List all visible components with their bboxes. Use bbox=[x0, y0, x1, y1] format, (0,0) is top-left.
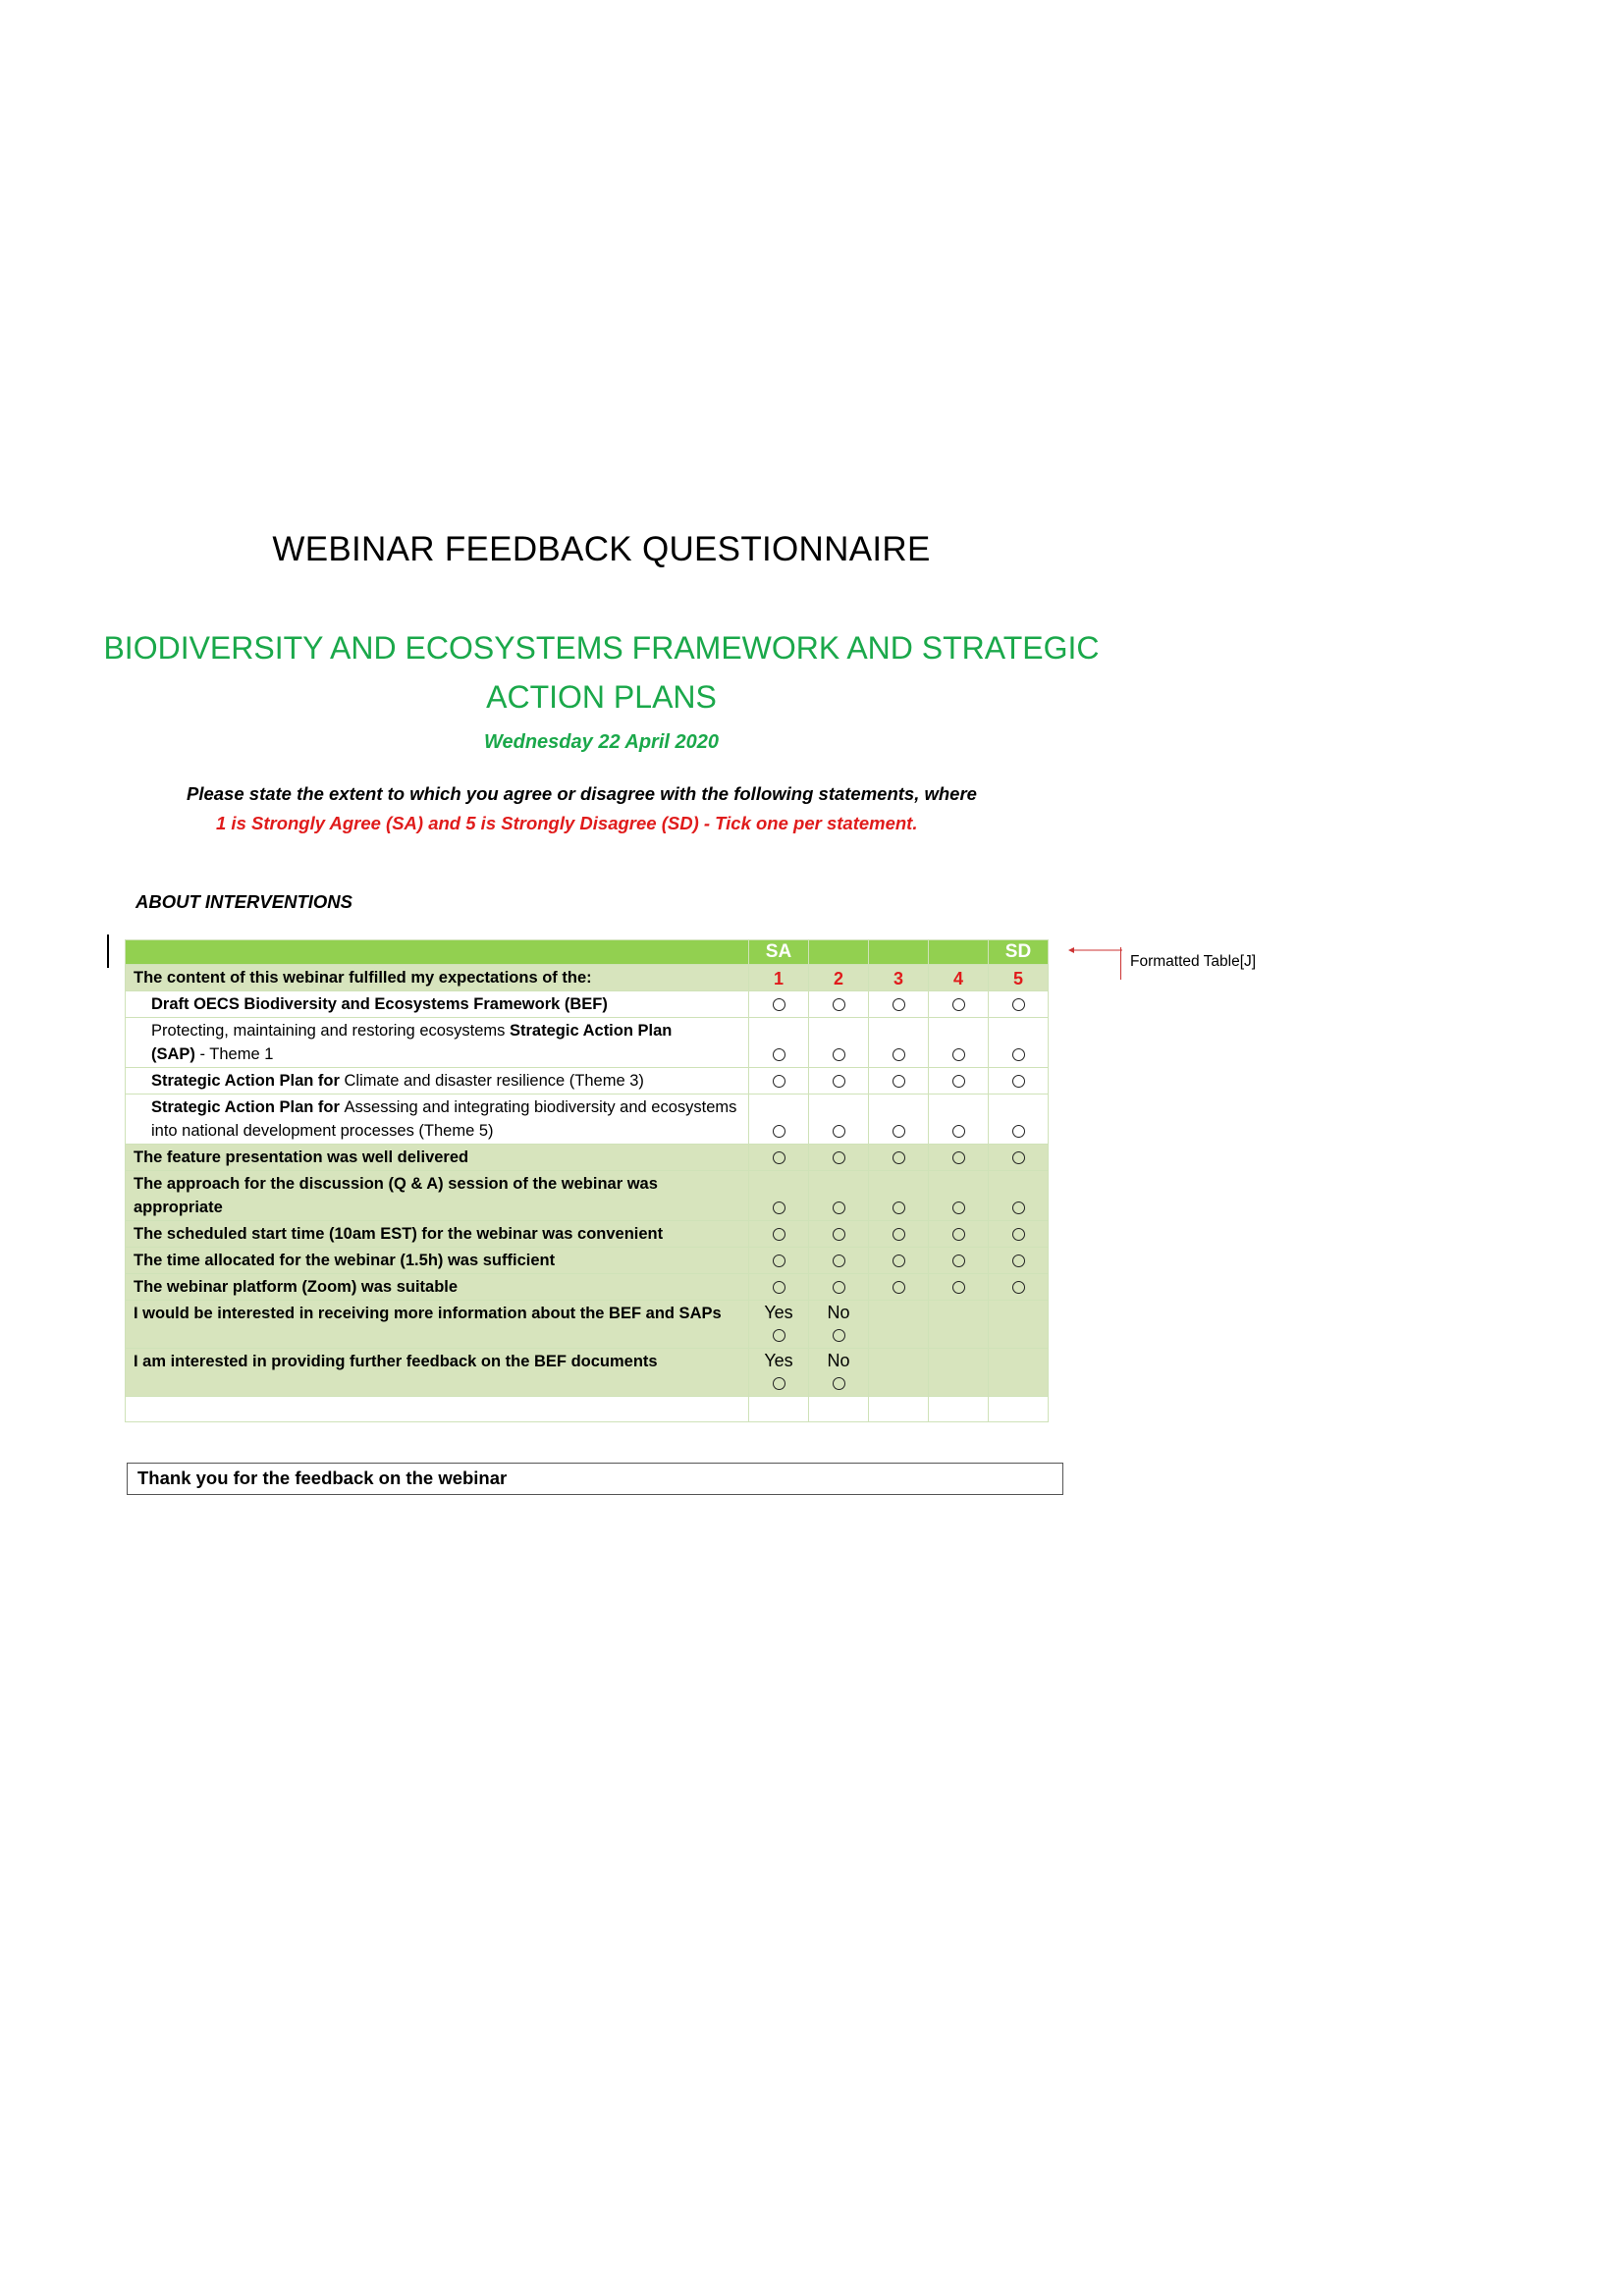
rating-radio-4[interactable] bbox=[952, 1228, 965, 1241]
rating-radio-5[interactable] bbox=[1012, 1201, 1025, 1214]
rating-radio-5[interactable] bbox=[1012, 1281, 1025, 1294]
rating-radio-1[interactable] bbox=[773, 998, 785, 1011]
rating-radio-1[interactable] bbox=[773, 1255, 785, 1267]
question-text: Strategic Action Plan for Climate and disaster resilience (Theme 3) bbox=[126, 1068, 749, 1095]
question-row-approach bbox=[126, 1171, 1049, 1221]
thank-you-box: Thank you for the feedback on the webinar bbox=[127, 1463, 1063, 1495]
no-radio[interactable] bbox=[833, 1329, 845, 1342]
question-row-theme3 bbox=[126, 1068, 1049, 1095]
yes-radio[interactable] bbox=[773, 1377, 785, 1390]
yes-label: Yes bbox=[764, 1303, 793, 1322]
rating-radio-1[interactable] bbox=[773, 1048, 785, 1061]
yes-radio[interactable] bbox=[773, 1329, 785, 1342]
rating-radio-2[interactable] bbox=[833, 1075, 845, 1088]
rating-radio-2[interactable] bbox=[833, 1228, 845, 1241]
feedback-table bbox=[125, 939, 1049, 1422]
rating-radio-3[interactable] bbox=[893, 1048, 905, 1061]
rating-radio-3[interactable] bbox=[893, 1075, 905, 1088]
scale-header-row bbox=[126, 940, 1049, 965]
intro-question: The content of this webinar fulfilled my expectations of the: bbox=[126, 965, 749, 991]
rating-radio-5[interactable] bbox=[1012, 1125, 1025, 1138]
question-row-feature bbox=[126, 1145, 1049, 1171]
instructions-line-1: Please state the extent to which you agree or disagree with the following statements, where bbox=[187, 783, 977, 804]
yes-label: Yes bbox=[764, 1351, 793, 1370]
rating-radio-4[interactable] bbox=[952, 1075, 965, 1088]
question-text: The approach for the discussion (Q & A) session of the webinar was appropriate bbox=[126, 1171, 749, 1221]
subtitle-line-2: ACTION PLANS bbox=[486, 679, 717, 715]
rating-radio-3[interactable] bbox=[893, 1228, 905, 1241]
rating-radio-5[interactable] bbox=[1012, 998, 1025, 1011]
rating-radio-3[interactable] bbox=[893, 1151, 905, 1164]
question-row-further-feedback bbox=[126, 1349, 1049, 1397]
scale-label-sa: SA bbox=[749, 940, 809, 965]
rating-radio-4[interactable] bbox=[952, 1048, 965, 1061]
question-row-bef bbox=[126, 991, 1049, 1018]
rating-radio-1[interactable] bbox=[773, 1201, 785, 1214]
question-row-platform bbox=[126, 1274, 1049, 1301]
subtitle-line-1: BIODIVERSITY AND ECOSYSTEMS FRAMEWORK AND STRATEGIC bbox=[103, 630, 1100, 666]
rating-radio-4[interactable] bbox=[952, 1281, 965, 1294]
question-text: Strategic Action Plan for Assessing and integrating biodiversity and ecosystems into national development processes (Theme 5) bbox=[126, 1095, 749, 1145]
rating-radio-4[interactable] bbox=[952, 1125, 965, 1138]
document-title: WEBINAR FEEDBACK QUESTIONNAIRE bbox=[272, 530, 931, 568]
no-label: No bbox=[827, 1351, 850, 1370]
question-text: The time allocated for the webinar (1.5h) was sufficient bbox=[126, 1248, 749, 1274]
scale-label-sd: SD bbox=[989, 940, 1049, 965]
rating-radio-3[interactable] bbox=[893, 998, 905, 1011]
webinar-date: Wednesday 22 April 2020 bbox=[483, 731, 719, 753]
rating-radio-1[interactable] bbox=[773, 1125, 785, 1138]
scale-number-5: 5 bbox=[989, 965, 1049, 991]
question-row-start-time bbox=[126, 1221, 1049, 1248]
text-cursor bbox=[107, 934, 109, 968]
scale-number-2: 2 bbox=[809, 965, 869, 991]
rating-radio-5[interactable] bbox=[1012, 1255, 1025, 1267]
rating-radio-5[interactable] bbox=[1012, 1075, 1025, 1088]
rating-radio-4[interactable] bbox=[952, 1255, 965, 1267]
rating-radio-1[interactable] bbox=[773, 1281, 785, 1294]
question-text: I would be interested in receiving more information about the BEF and SAPs bbox=[126, 1301, 749, 1349]
question-row-theme5 bbox=[126, 1095, 1049, 1145]
rating-radio-5[interactable] bbox=[1012, 1228, 1025, 1241]
comment-balloon[interactable]: Formatted Table[J] bbox=[1130, 953, 1257, 970]
rating-radio-3[interactable] bbox=[893, 1201, 905, 1214]
question-text: Protecting, maintaining and restoring ecosystems Strategic Action Plan (SAP) - Theme 1 bbox=[126, 1018, 749, 1068]
rating-radio-5[interactable] bbox=[1012, 1151, 1025, 1164]
question-row-more-info bbox=[126, 1301, 1049, 1349]
rating-radio-3[interactable] bbox=[893, 1125, 905, 1138]
rating-radio-2[interactable] bbox=[833, 998, 845, 1011]
rating-radio-1[interactable] bbox=[773, 1228, 785, 1241]
rating-radio-4[interactable] bbox=[952, 1151, 965, 1164]
instructions-line-2: 1 is Strongly Agree (SA) and 5 is Strongly Disagree (SD) - Tick one per statement. bbox=[216, 813, 918, 833]
no-label: No bbox=[827, 1303, 850, 1322]
question-text: I am interested in providing further feedback on the BEF documents bbox=[126, 1349, 749, 1397]
rating-radio-2[interactable] bbox=[833, 1125, 845, 1138]
rating-radio-2[interactable] bbox=[833, 1201, 845, 1214]
comment-connector-arrow bbox=[1068, 944, 1123, 966]
rating-radio-2[interactable] bbox=[833, 1281, 845, 1294]
rating-radio-4[interactable] bbox=[952, 998, 965, 1011]
rating-radio-3[interactable] bbox=[893, 1281, 905, 1294]
scale-number-4: 4 bbox=[929, 965, 989, 991]
rating-radio-2[interactable] bbox=[833, 1151, 845, 1164]
no-radio[interactable] bbox=[833, 1377, 845, 1390]
rating-radio-2[interactable] bbox=[833, 1255, 845, 1267]
section-heading: ABOUT INTERVENTIONS bbox=[135, 891, 352, 912]
empty-row bbox=[126, 1397, 1049, 1422]
question-text: The feature presentation was well delivered bbox=[126, 1145, 749, 1171]
scale-number-1: 1 bbox=[749, 965, 809, 991]
question-text: The webinar platform (Zoom) was suitable bbox=[126, 1274, 749, 1301]
rating-radio-1[interactable] bbox=[773, 1151, 785, 1164]
scale-number-3: 3 bbox=[869, 965, 929, 991]
scale-number-row bbox=[126, 965, 1049, 991]
question-text: Draft OECS Biodiversity and Ecosystems Framework (BEF) bbox=[126, 991, 749, 1018]
rating-radio-4[interactable] bbox=[952, 1201, 965, 1214]
rating-radio-1[interactable] bbox=[773, 1075, 785, 1088]
rating-radio-5[interactable] bbox=[1012, 1048, 1025, 1061]
rating-radio-2[interactable] bbox=[833, 1048, 845, 1061]
rating-radio-3[interactable] bbox=[893, 1255, 905, 1267]
question-text: The scheduled start time (10am EST) for the webinar was convenient bbox=[126, 1221, 749, 1248]
comment-bar bbox=[1120, 947, 1121, 980]
question-row-theme1 bbox=[126, 1018, 1049, 1068]
question-row-time-allocated bbox=[126, 1248, 1049, 1274]
